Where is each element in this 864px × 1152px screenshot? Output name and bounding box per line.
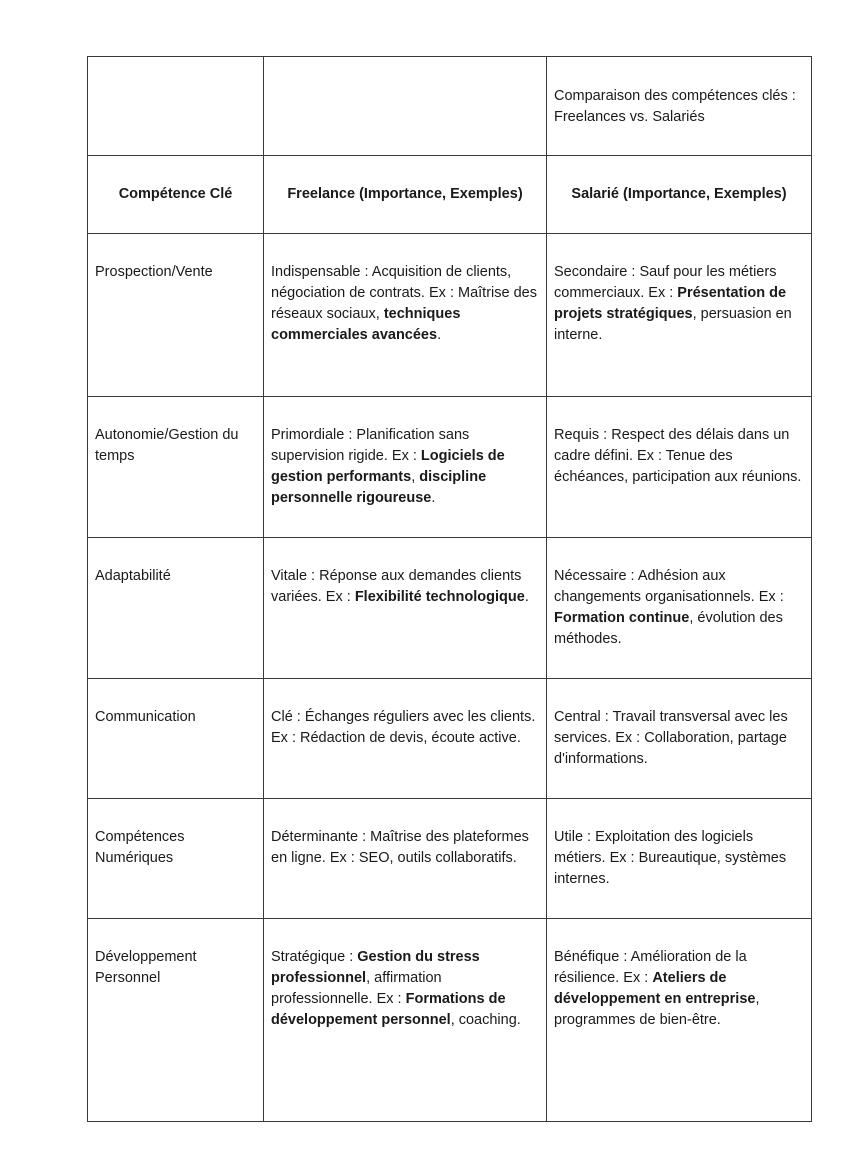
salarie-cell: [547, 397, 812, 538]
freelance-cell: [264, 919, 547, 1122]
comparison-table: [87, 56, 812, 1122]
skill-cell: Communication: [88, 679, 264, 799]
cell-text: , coaching.: [450, 1012, 521, 1028]
cell-text: , affirmation professionnelle. Ex :: [271, 970, 442, 1007]
salarie-cell: [547, 679, 812, 799]
skill-cell: Prospection/Vente: [88, 234, 264, 397]
cell-text: Indispensable : Acquisition de clients, négociation de contrats. Ex : Maîtrise des réseaux sociaux,: [271, 264, 537, 322]
header-skill: Compétence Clé: [88, 156, 264, 234]
cell-text: Nécessaire : Adhésion aux changements organisationnels. Ex :: [554, 568, 784, 605]
table-title: Comparaison des compétences clés : Freelances vs. Salariés: [547, 57, 812, 156]
cell-text: , programmes de bien-être.: [554, 991, 760, 1028]
table-row: [88, 397, 812, 538]
empty-cell: [264, 57, 547, 156]
cell-text: .: [431, 490, 436, 506]
cell-text: Vitale : Réponse aux demandes clients variées. Ex :: [271, 568, 522, 605]
cell-bold-text: techniques commerciales avancées: [271, 306, 461, 343]
salarie-cell: [547, 799, 812, 919]
cell-text: Secondaire : Sauf pour les métiers commerciaux. Ex :: [554, 264, 777, 301]
freelance-cell: [264, 679, 547, 799]
skill-cell: Développement Personnel: [88, 919, 264, 1122]
cell-bold-text: Gestion du stress professionnel: [271, 949, 480, 986]
cell-text: ,: [411, 469, 420, 485]
table-row: [88, 679, 812, 799]
cell-bold-text: Formations de développement personnel: [271, 991, 506, 1028]
cell-bold-text: Flexibilité technologique: [354, 589, 525, 605]
cell-bold-text: Logiciels de gestion performants: [271, 448, 505, 485]
salarie-cell: [547, 919, 812, 1122]
cell-text: .: [437, 327, 442, 343]
cell-bold-text: Ateliers de développement en entreprise: [554, 970, 756, 1007]
cell-bold-text: discipline personnelle rigoureuse: [271, 469, 487, 506]
header-salarie: Salarié (Importance, Exemples): [547, 156, 812, 234]
title-row: [88, 57, 812, 156]
skill-cell: Autonomie/Gestion du temps: [88, 397, 264, 538]
cell-text: Utile : Exploitation des logiciels métiers. Ex : Bureautique, systèmes internes.: [554, 829, 787, 887]
cell-bold-text: Formation continue: [554, 610, 690, 626]
header-freelance: Freelance (Importance, Exemples): [264, 156, 547, 234]
table-row: [88, 538, 812, 679]
cell-text: , persuasion en interne.: [554, 306, 792, 343]
header-row: [88, 156, 812, 234]
freelance-cell: [264, 799, 547, 919]
cell-text: , évolution des méthodes.: [554, 610, 783, 647]
skill-cell: Compétences Numériques: [88, 799, 264, 919]
table-row: [88, 799, 812, 919]
salarie-cell: [547, 234, 812, 397]
cell-text: Clé : Échanges réguliers avec les clients. Ex : Rédaction de devis, écoute active.: [271, 709, 536, 746]
skill-cell: Adaptabilité: [88, 538, 264, 679]
cell-text: Primordiale : Planification sans supervision rigide. Ex :: [271, 427, 470, 464]
salarie-cell: [547, 538, 812, 679]
cell-text: .: [524, 589, 529, 605]
cell-text: Bénéfique : Amélioration de la résilience. Ex :: [554, 949, 747, 986]
empty-cell: [88, 57, 264, 156]
cell-text: Requis : Respect des délais dans un cadre défini. Ex : Tenue des échéances, participation aux réunions.: [554, 427, 802, 485]
freelance-cell: [264, 538, 547, 679]
freelance-cell: [264, 397, 547, 538]
table-row: [88, 919, 812, 1122]
cell-text: Stratégique :: [271, 949, 358, 965]
cell-text: Central : Travail transversal avec les services. Ex : Collaboration, partage d'informations.: [554, 709, 788, 767]
cell-text: Déterminante : Maîtrise des plateformes en ligne. Ex : SEO, outils collaboratifs.: [271, 829, 529, 866]
freelance-cell: [264, 234, 547, 397]
table-row: [88, 234, 812, 397]
cell-bold-text: Présentation de projets stratégiques: [554, 285, 787, 322]
